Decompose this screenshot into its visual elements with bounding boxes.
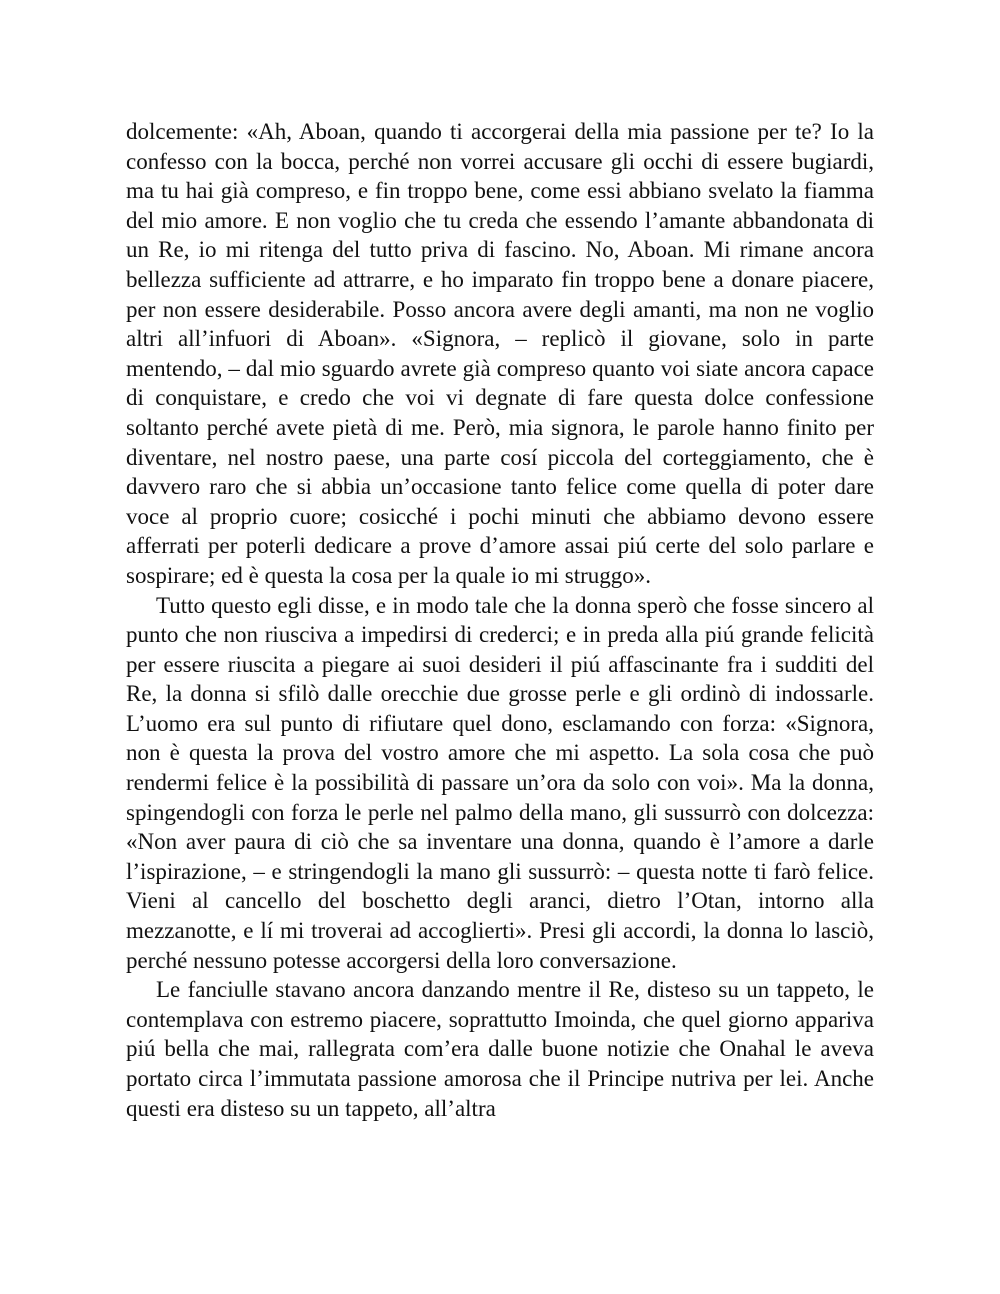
paragraph-1: dolcemente: «Ah, Aboan, quando ti accorgerai della mia passione per te? Io la confesso con la bocca, perché non vorrei accusare gli occhi di essere bugiardi, ma tu hai già compreso, e fin troppo bene, come essi abbiano svelato la fiamma del mio amore. E non voglio che tu creda che essendo l’amante abbandonata di un Re, io mi ritenga del tutto priva di fascino. No, Aboan. Mi rimane ancora bellezza sufficiente ad attrarre, e ho imparato fin troppo bene a donare piacere, per non essere desiderabile. Posso ancora avere degli amanti, ma non ne voglio altri all’infuori di Aboan». «Signora, – replicò il giovane, solo in parte mentendo, – dal mio sguardo avrete già compreso quanto voi siate ancora capace di conquistare, e credo che voi vi degnate di fare questa dolce confessione soltanto perché avete pietà di me. Però, mia signora, le parole hanno finito per diventare, nel nostro paese, una parte cosí piccola del corteggiamento, che è davvero raro che si abbia un’occasione tanto felice come quella di poter dare voce al proprio cuore; cosicché i pochi minuti che abbiamo devono essere afferrati per poterli dedicare a prove d’amore assai piú certe del solo parlare e sospirare; ed è questa la cosa per la quale io mi struggo». bbox=[126, 119, 874, 588]
paragraph-3: Le fanciulle stavano ancora danzando mentre il Re, disteso su un tappeto, le contemplava con estremo piacere, soprattutto Imoinda, che quel giorno appariva piú bella che mai, rallegrata com’era dalle buone notizie che Onahal le aveva portato circa l’immutata passione amorosa che il Principe nutriva per lei. Anche questi era disteso su un tappeto, all’altra bbox=[126, 977, 874, 1121]
page-body bbox=[126, 117, 874, 1123]
paragraph-2: Tutto questo egli disse, e in modo tale che la donna sperò che fosse sincero al punto che non riusciva a impedirsi di crederci; e in preda alla piú grande felicità per essere riuscita a piegare ai suoi desideri il piú affascinante fra i sudditi del Re, la donna si sfilò dalle orecchie due grosse perle e gli ordinò di indossarle. L’uomo era sul punto di rifiutare quel dono, esclamando con forza: «Signora, non è questa la prova del vostro amore che mi aspetto. La sola cosa che può rendermi felice è la possibilità di passare un’ora da solo con voi». Ma la donna, spingendogli con forza le perle nel palmo della mano, gli sussurrò con dolcezza: «Non aver paura di ciò che sa inventare una donna, quando è l’amore a darle l’ispirazione, – e stringendogli la mano gli sussurrò: – questa notte ti farò felice. Vieni al cancello del boschetto degli aranci, dietro l’Otan, intorno alla mezzanotte, e lí mi troverai ad accoglierti». Presi gli accordi, la donna lo lasciò, perché nessuno potesse accorgersi della loro conversazione. bbox=[126, 592, 874, 973]
